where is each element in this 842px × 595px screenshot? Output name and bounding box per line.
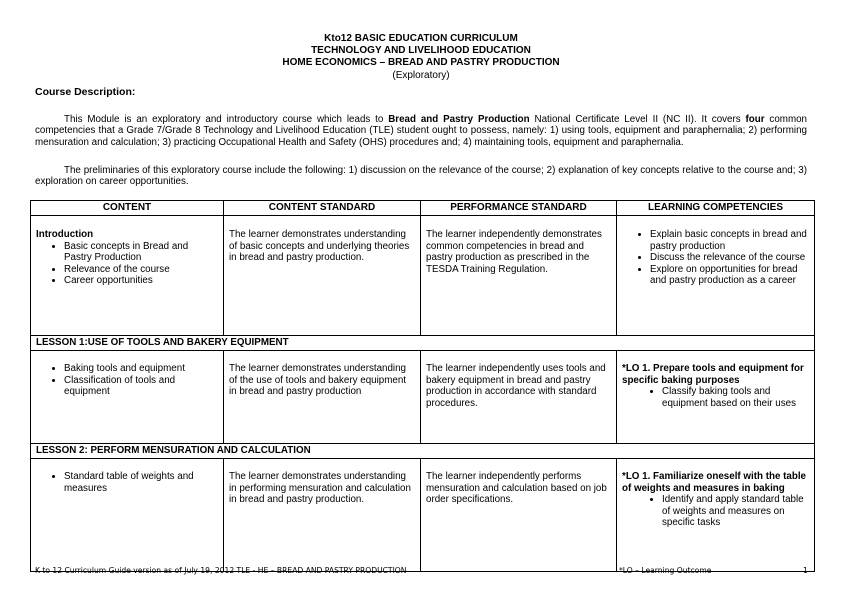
list-item: • Identify and apply standard table of weights and measures on specific tasks (662, 494, 809, 529)
table-row-lesson-2 (31, 459, 815, 572)
lesson-1-competencies-cell (617, 351, 815, 444)
footer-lo-legend: *LO – Learning Outcome (619, 566, 712, 575)
course-description-paragraph-1: This Module is an exploratory and introductory course which leads to Bread and Pastry Production National Certificate Level II (NC II). It covers four common competencies that a Grade 7/Grade 8 Technology and Livelihood Education (TLE) student ought to possess, namely: 1) using tools, equipment and paraphernalia; 2) performing mensuration and calculation; 3) practicing Occupational Health and Safety (OHS) procedures and; 4) maintaining tools, equipment and paraphernalia. (35, 114, 807, 148)
lesson-2-heading-row (31, 444, 815, 459)
footer-version: K to 12 Curriculum Guide version as of July 19, 2012 TLE - HE – BREAD AND PASTRY PRODUCTION (35, 566, 407, 575)
intro-content-list (36, 241, 218, 287)
table-row-lesson-1 (31, 351, 815, 444)
table-header-row (31, 201, 815, 216)
list-item: • Explain basic concepts in bread and pastry production (650, 229, 809, 252)
intro-content-standard: The learner demonstrates understanding of basic concepts and underlying theories in bread and pastry production. (224, 216, 421, 336)
subject-title: TECHNOLOGY AND LIVELIHOOD EDUCATION (311, 45, 531, 56)
intro-competencies-cell (617, 216, 815, 336)
list-item: • Basic concepts in Bread and Pastry Production (64, 241, 218, 264)
lesson-1-content-standard: The learner demonstrates understanding of the use of tools and bakery equipment in bread and pastry production (224, 351, 421, 444)
list-item: • Classification of tools and equipment (64, 375, 218, 398)
lesson-1-content-cell (31, 351, 224, 444)
lesson-1-title: LESSON 1:USE OF TOOLS AND BAKERY EQUIPMENT (31, 336, 815, 351)
lesson-1-lo-title: *LO 1. Prepare tools and equipment for specific baking purposes (622, 363, 804, 386)
table-row-introduction (31, 216, 815, 336)
lesson-2-title: LESSON 2: PERFORM MENSURATION AND CALCULATION (31, 444, 815, 459)
lesson-2-content-standard: The learner demonstrates understanding in performing mensuration and calculation in bread and pastry production. (224, 459, 421, 572)
intro-content-cell (31, 216, 224, 336)
lesson-1-heading-row (31, 336, 815, 351)
curriculum-table (30, 200, 815, 572)
intro-performance-standard: The learner independently demonstrates common competencies in bread and pastry production as prescribed in the TESDA Training Regulation. (421, 216, 617, 336)
intro-title: Introduction (36, 229, 94, 240)
header-learning-competencies: LEARNING COMPETENCIES (617, 201, 815, 216)
lesson-1-competencies-list (622, 386, 809, 409)
list-item: • Discuss the relevance of the course (650, 252, 809, 264)
course-title: HOME ECONOMICS – BREAD AND PASTRY PRODUCTION (282, 57, 560, 68)
list-item: • Relevance of the course (64, 264, 218, 276)
header-content-standard: CONTENT STANDARD (224, 201, 421, 216)
lesson-2-lo-title: *LO 1. Familiarize oneself with the table of weights and measures in baking (622, 471, 807, 494)
curriculum-title: Kto12 BASIC EDUCATION CURRICULUM (324, 33, 518, 44)
lesson-2-competencies-cell (617, 459, 815, 572)
header-performance-standard: PERFORMANCE STANDARD (421, 201, 617, 216)
page-number: 1 (803, 566, 808, 575)
list-item: • Baking tools and equipment (64, 363, 218, 375)
list-item: • Career opportunities (64, 275, 218, 287)
lesson-2-performance-standard: The learner independently performs mensuration and calculation based on job order specifications. (421, 459, 617, 572)
course-description-paragraph-2: The preliminaries of this exploratory course include the following: 1) discussion on the relevance of the course; 2) explanation of key concepts relative to the course and; 3) exploration on career opportunities. (35, 165, 807, 188)
list-item: • Standard table of weights and measures (64, 471, 218, 494)
exploratory-label: (Exploratory) (392, 70, 450, 81)
course-description-label: Course Description: (35, 86, 136, 98)
lesson-1-performance-standard: The learner independently uses tools and bakery equipment in bread and pastry production in accordance with standard procedures. (421, 351, 617, 444)
lesson-2-competencies-list (622, 494, 809, 529)
intro-competencies-list (622, 229, 809, 287)
lesson-1-content-list (36, 363, 218, 398)
lesson-2-content-list (36, 471, 218, 494)
header-content: CONTENT (31, 201, 224, 216)
list-item: • Explore on opportunities for bread and pastry production as a career (650, 264, 809, 287)
list-item: • Classify baking tools and equipment based on their uses (662, 386, 809, 409)
lesson-2-content-cell (31, 459, 224, 572)
